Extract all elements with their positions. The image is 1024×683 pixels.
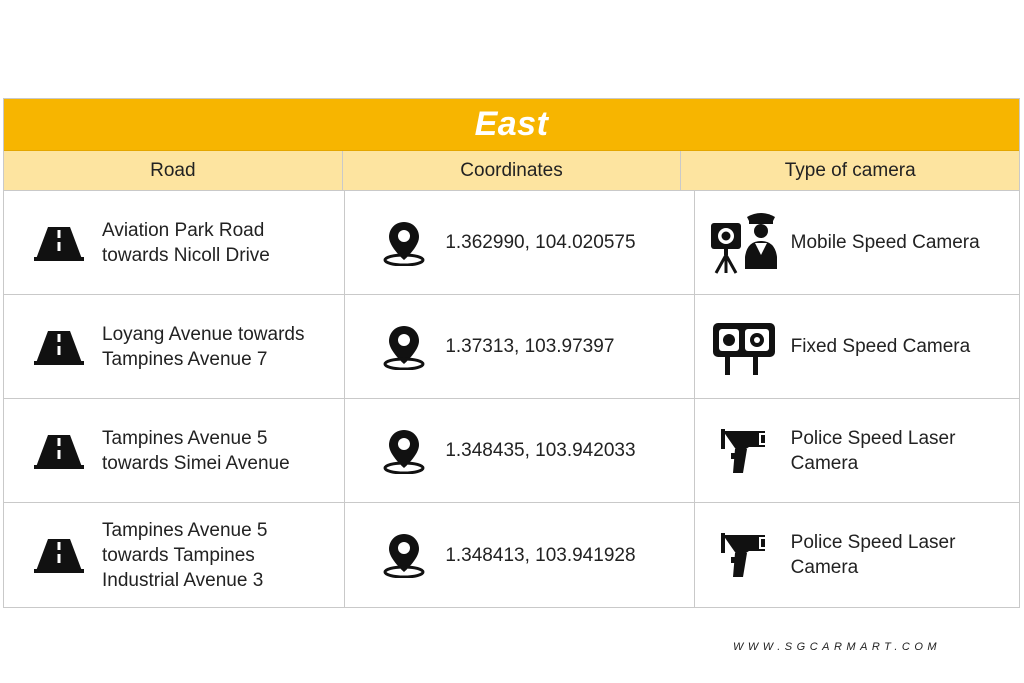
camera-type-line: Police Speed Laser <box>790 532 956 553</box>
table-body <box>4 191 1019 607</box>
location-pin-icon <box>383 220 425 266</box>
laser-speed-gun-icon <box>709 523 779 587</box>
camera-type <box>791 426 1001 476</box>
speed-camera-table <box>3 98 1020 608</box>
column-header-road: Road <box>4 151 343 190</box>
coordinates-value: 1.348435, 103.942033 <box>445 440 636 461</box>
location-pin-icon <box>383 532 425 578</box>
camera-type-cell <box>695 191 1019 294</box>
fixed-speed-camera-icon <box>709 315 779 379</box>
road-cell <box>4 295 345 398</box>
coordinates-value: 1.362990, 104.020575 <box>445 232 636 253</box>
road-cell <box>4 191 345 294</box>
road-icon <box>34 223 84 263</box>
road-name <box>102 426 332 476</box>
road-name-line: towards Simei Avenue <box>102 452 290 474</box>
table-header <box>4 151 1019 191</box>
coordinates-value: 1.37313, 103.97397 <box>445 336 615 357</box>
laser-speed-gun-icon <box>709 419 779 483</box>
road-name <box>102 218 332 268</box>
location-pin-icon <box>383 324 425 370</box>
coordinates-cell <box>345 295 694 398</box>
road-name-line: towards Tampines <box>102 544 255 566</box>
table-row <box>4 503 1019 607</box>
camera-type-cell <box>695 503 1019 607</box>
region-title-bar <box>4 99 1019 151</box>
road-name-line: Tampines Avenue 7 <box>102 348 268 370</box>
camera-type-line: Camera <box>790 557 859 578</box>
road-icon <box>34 431 84 471</box>
road-name-line: Tampines Avenue 5 <box>102 519 268 541</box>
road-name-line: Industrial Avenue 3 <box>102 569 264 591</box>
road-name-line: towards Nicoll Drive <box>102 244 270 266</box>
road-name <box>102 518 332 593</box>
table-row <box>4 191 1019 295</box>
mobile-speed-camera-icon <box>709 211 779 275</box>
coordinates-cell <box>345 191 694 294</box>
camera-type <box>791 334 1001 359</box>
road-name-line: Tampines Avenue 5 <box>102 427 268 449</box>
region-title: East <box>474 105 549 143</box>
camera-type <box>791 230 1001 255</box>
camera-type-line: Camera <box>790 452 859 474</box>
road-cell <box>4 399 345 502</box>
table-row <box>4 295 1019 399</box>
camera-type-cell <box>695 295 1019 398</box>
column-header-coordinates: Coordinates <box>343 151 682 190</box>
site-watermark: WWW.SGCARMART.COM <box>733 641 942 653</box>
road-name <box>102 322 332 372</box>
coordinates-value: 1.348413, 103.941928 <box>445 544 636 566</box>
road-name-line: Aviation Park Road <box>102 219 265 241</box>
camera-type-line: Fixed Speed Camera <box>790 336 971 357</box>
road-icon <box>34 535 84 575</box>
coordinates-cell <box>345 399 694 502</box>
camera-type-line: Police Speed Laser <box>790 427 956 449</box>
camera-type <box>791 530 1001 580</box>
road-name-line: Loyang Avenue towards <box>102 323 305 345</box>
location-pin-icon <box>383 428 425 474</box>
road-cell <box>4 503 345 607</box>
column-header-camera-type: Type of camera <box>784 159 916 181</box>
table-row <box>4 399 1019 503</box>
camera-type-cell <box>695 399 1019 502</box>
coordinates-cell <box>345 503 694 607</box>
camera-type-line: Mobile Speed Camera <box>790 232 980 253</box>
road-icon <box>34 327 84 367</box>
